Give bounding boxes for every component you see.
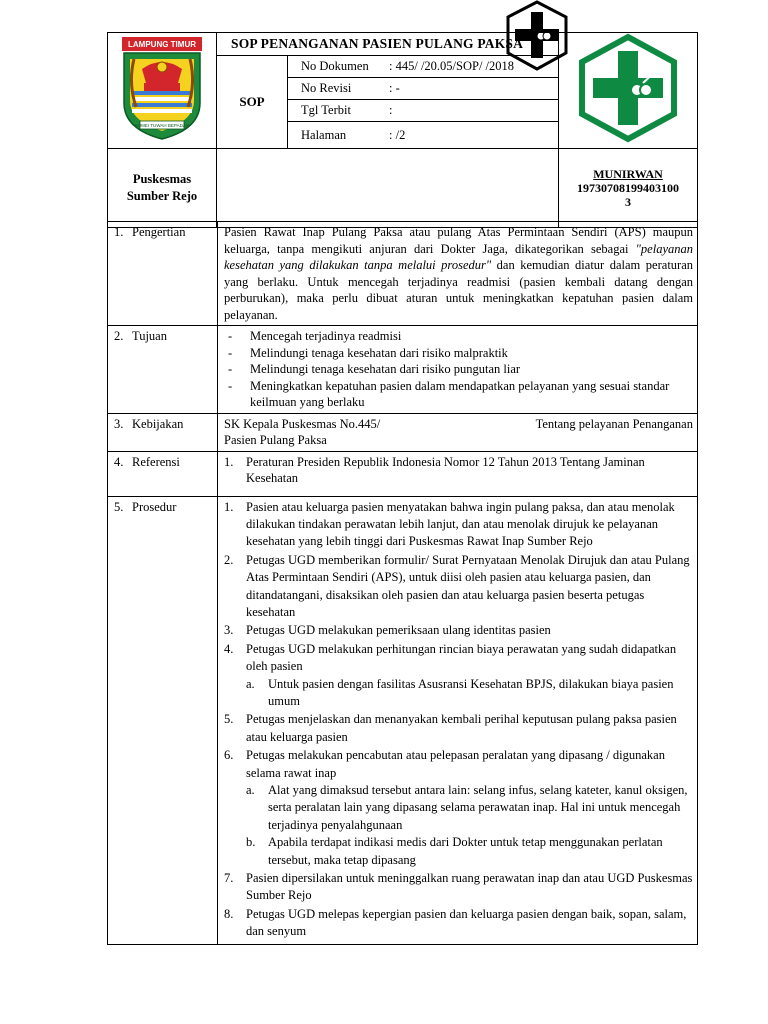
signer-name: MUNIRWAN <box>593 167 663 181</box>
list-item: - Meningkatkan kepatuhan pasien dalam mendapatkan pelayanan yang sesuai standar keilmuan yang berlaku <box>224 378 693 411</box>
puskesmas-logo-cell <box>559 33 698 149</box>
prosedur-step-text: Petugas UGD melepas kepergian pasien dan keluarga pasien dengan baik, sopan, salam, dan senyum <box>246 906 687 939</box>
list-item: - Melindungi tenaga kesehatan dari risiko pungutan liar <box>224 361 693 378</box>
referensi-list <box>224 454 693 487</box>
prosedur-step: 7. Pasien dipersilakan untuk meninggalkan ruang perawatan inap dan atau UGD Puskesmas Sumber Rejo <box>224 871 693 903</box>
row-referensi <box>108 451 698 496</box>
organization-name: Puskesmas Sumber Rejo <box>108 149 217 228</box>
row-tujuan <box>108 326 698 414</box>
section-label: 4. Referensi <box>108 451 218 496</box>
prosedur-substep: a. Alat yang dimaksud tersebut antara lain: selang infus, selang kateter, kanul oksigen, serta peralatan lain yang dipasang selama perawatan inap. Hal ini untuk mencegah terjadinya penyalahgunaan <box>246 783 688 832</box>
prosedur-step-text: Petugas UGD melakukan perhitungan rincian biaya perawatan yang sudah didapatkan oleh pasien <box>246 641 677 674</box>
row-prosedur <box>108 496 698 944</box>
pengertian-text: Pasien Rawat Inap Pulang Paksa atau pulang Atas Permintaan Sendiri (APS) maupun keluarga, tanpa mengikuti anjuran dari Dokter Jaga, dikategorikan sebagai "pelayanan kesehatan yang dilakukan tanpa melalui prosedur" dan kemudian diatur dalam peraturan yang berlaku. Untuk mencegah terjadinya readmisi (pasien kembali datang dengan perburukan), maka perlu dibuat aturan untuk meningkatkan kepatuhan pasien dalam pelayanan. <box>218 222 698 326</box>
prosedur-step-text: Pasien dipersilakan untuk meninggalkan ruang perawatan inap dan atau UGD Puskesmas Sumber Rejo <box>246 871 693 903</box>
svg-text:LAMPUNG TIMUR: LAMPUNG TIMUR <box>128 40 196 49</box>
field-no-dokumen: No Dokumen : 445/ /20.05/SOP/ /2018 <box>288 56 559 78</box>
list-item: - Melindungi tenaga kesehatan dari risiko malpraktik <box>224 345 693 362</box>
field-halaman: Halaman : /2 <box>288 122 559 149</box>
row-pengertian <box>108 222 698 326</box>
referensi-list-cell <box>218 451 698 496</box>
prosedur-step-text: Petugas UGD melakukan pemeriksaan ulang identitas pasien <box>246 623 551 638</box>
signer-nip-cont: 3 <box>625 195 631 209</box>
prosedur-substeps <box>246 676 693 711</box>
prosedur-step: 8. Petugas UGD melepas kepergian pasien dan keluarga pasien dengan baik, sopan, salam, dan senyum <box>224 906 687 939</box>
prosedur-list <box>224 499 693 941</box>
lampung-timur-emblem-icon <box>114 33 210 143</box>
prosedur-substep: a. Untuk pasien dengan fasilitas Asusransi Kesehatan BPJS, dilakukan biaya pasien umum <box>246 676 674 708</box>
row-kebijakan <box>108 413 698 451</box>
sop-content-table <box>107 221 698 945</box>
signature-area <box>217 149 559 228</box>
section-label: 2. Tujuan <box>108 326 218 414</box>
kebijakan-text: SK Kepala Puskesmas No.445/ Tentang pelayanan Penanganan Pasien Pulang Paksa <box>218 413 698 451</box>
section-label: 3. Kebijakan <box>108 413 218 451</box>
puskesmas-logo-icon <box>573 33 683 143</box>
prosedur-steps-cell <box>218 496 698 944</box>
prosedur-step-text: Pasien atau keluarga pasien menyatakan bahwa ingin pulang paksa, dan atau menolak dilakukan tindakan perawatan lebih lanjut, dan atau menolak dirujuk ke pelayanan kesehatan yang lebih tinggi dari Puskesmas Rawat Inap Sumber Rejo <box>246 499 675 549</box>
prosedur-substeps <box>246 782 693 869</box>
prosedur-step: 5. Petugas menjelaskan dan menanyakan kembali perihal keputusan pulang paksa pasien atau keluarga pasien <box>224 712 677 744</box>
prosedur-substep: b. Apabila terdapat indikasi medis dari Dokter untuk tetap menggunakan perlatan tersebut, maka tetap dipasang <box>246 835 663 867</box>
lampung-timur-logo-cell <box>108 33 217 149</box>
sop-title: SOP PENANGANAN PASIEN PULANG PAKSA <box>217 33 559 56</box>
field-no-revisi: No Revisi : - <box>288 78 559 100</box>
prosedur-step: 3. Petugas UGD melakukan pemeriksaan ulang identitas pasien <box>224 623 551 638</box>
svg-text:BUMEI TUWAH BEPADAN: BUMEI TUWAH BEPADAN <box>134 123 190 128</box>
prosedur-step-text: Petugas UGD memberikan formulir/ Surat Pernyataan Menolak Dirujuk dan atau Pulang Atas Permintaan Sendiri (APS), untuk diisi oleh pasien atau keluarga pasien, dan ditandatangani, disaksikan oleh pasien dan atau keluarga pasien beserta petugas kesehatan <box>246 552 690 619</box>
signer-nip: 19730708199403100 <box>577 181 679 195</box>
tujuan-list-cell <box>218 326 698 414</box>
tujuan-list <box>224 328 693 411</box>
sop-header-table <box>107 32 698 228</box>
prosedur-step: 2. Petugas UGD memberikan formulir/ Surat Pernyataan Menolak Dirujuk dan atau Pulang Atas Permintaan Sendiri (APS), untuk diisi oleh pasien atau keluarga pasien, dan ditandatangani, disaksikan oleh pasien dan atau keluarga pasien beserta petugas kesehatan <box>224 552 690 619</box>
sop-label: SOP <box>217 56 288 149</box>
field-tgl-terbit: Tgl Terbit : <box>288 100 559 122</box>
signer-block <box>559 149 698 228</box>
prosedur-step: 4. Petugas UGD melakukan perhitungan rincian biaya perawatan yang sudah didapatkan oleh pasien a. Untuk pasien dengan fasilitas Asusransi Kesehatan BPJS, dilakukan biaya pasien umum <box>224 641 693 711</box>
prosedur-step-text: Petugas melakukan pencabutan atau pelepasan peralatan yang dipasang / digunakan selama rawat inap <box>246 748 665 780</box>
prosedur-step: 6. Petugas melakukan pencabutan atau pelepasan peralatan yang dipasang / digunakan selama rawat inap a. Alat yang dimaksud tersebut antara lain: selang infus, selang kateter, kanul oksigen, serta peralatan lain yang dipasang selama perawatan inap. Hal ini untuk mencegah terjadinya penyalahgunaan b. Apabila terdapat indikasi medis dari Dokter untuk tetap menggunakan perlatan tersebut, maka tetap dipasang <box>224 747 693 869</box>
prosedur-step-text: Petugas menjelaskan dan menanyakan kembali perihal keputusan pulang paksa pasien atau keluarga pasien <box>246 712 677 744</box>
section-label: 1. Pengertian <box>108 222 218 326</box>
list-item: - Mencegah terjadinya readmisi <box>224 328 693 345</box>
list-item: 1. Peraturan Presiden Republik Indonesia Nomor 12 Tahun 2013 Tentang Jaminan Kesehatan <box>224 454 645 485</box>
section-label: 5. Prosedur <box>108 496 218 944</box>
prosedur-step: 1. Pasien atau keluarga pasien menyatakan bahwa ingin pulang paksa, dan atau menolak dilakukan tindakan perawatan lebih lanjut, dan atau menolak dirujuk ke pelayanan kesehatan yang lebih tinggi dari Puskesmas Rawat Inap Sumber Rejo <box>224 499 675 549</box>
